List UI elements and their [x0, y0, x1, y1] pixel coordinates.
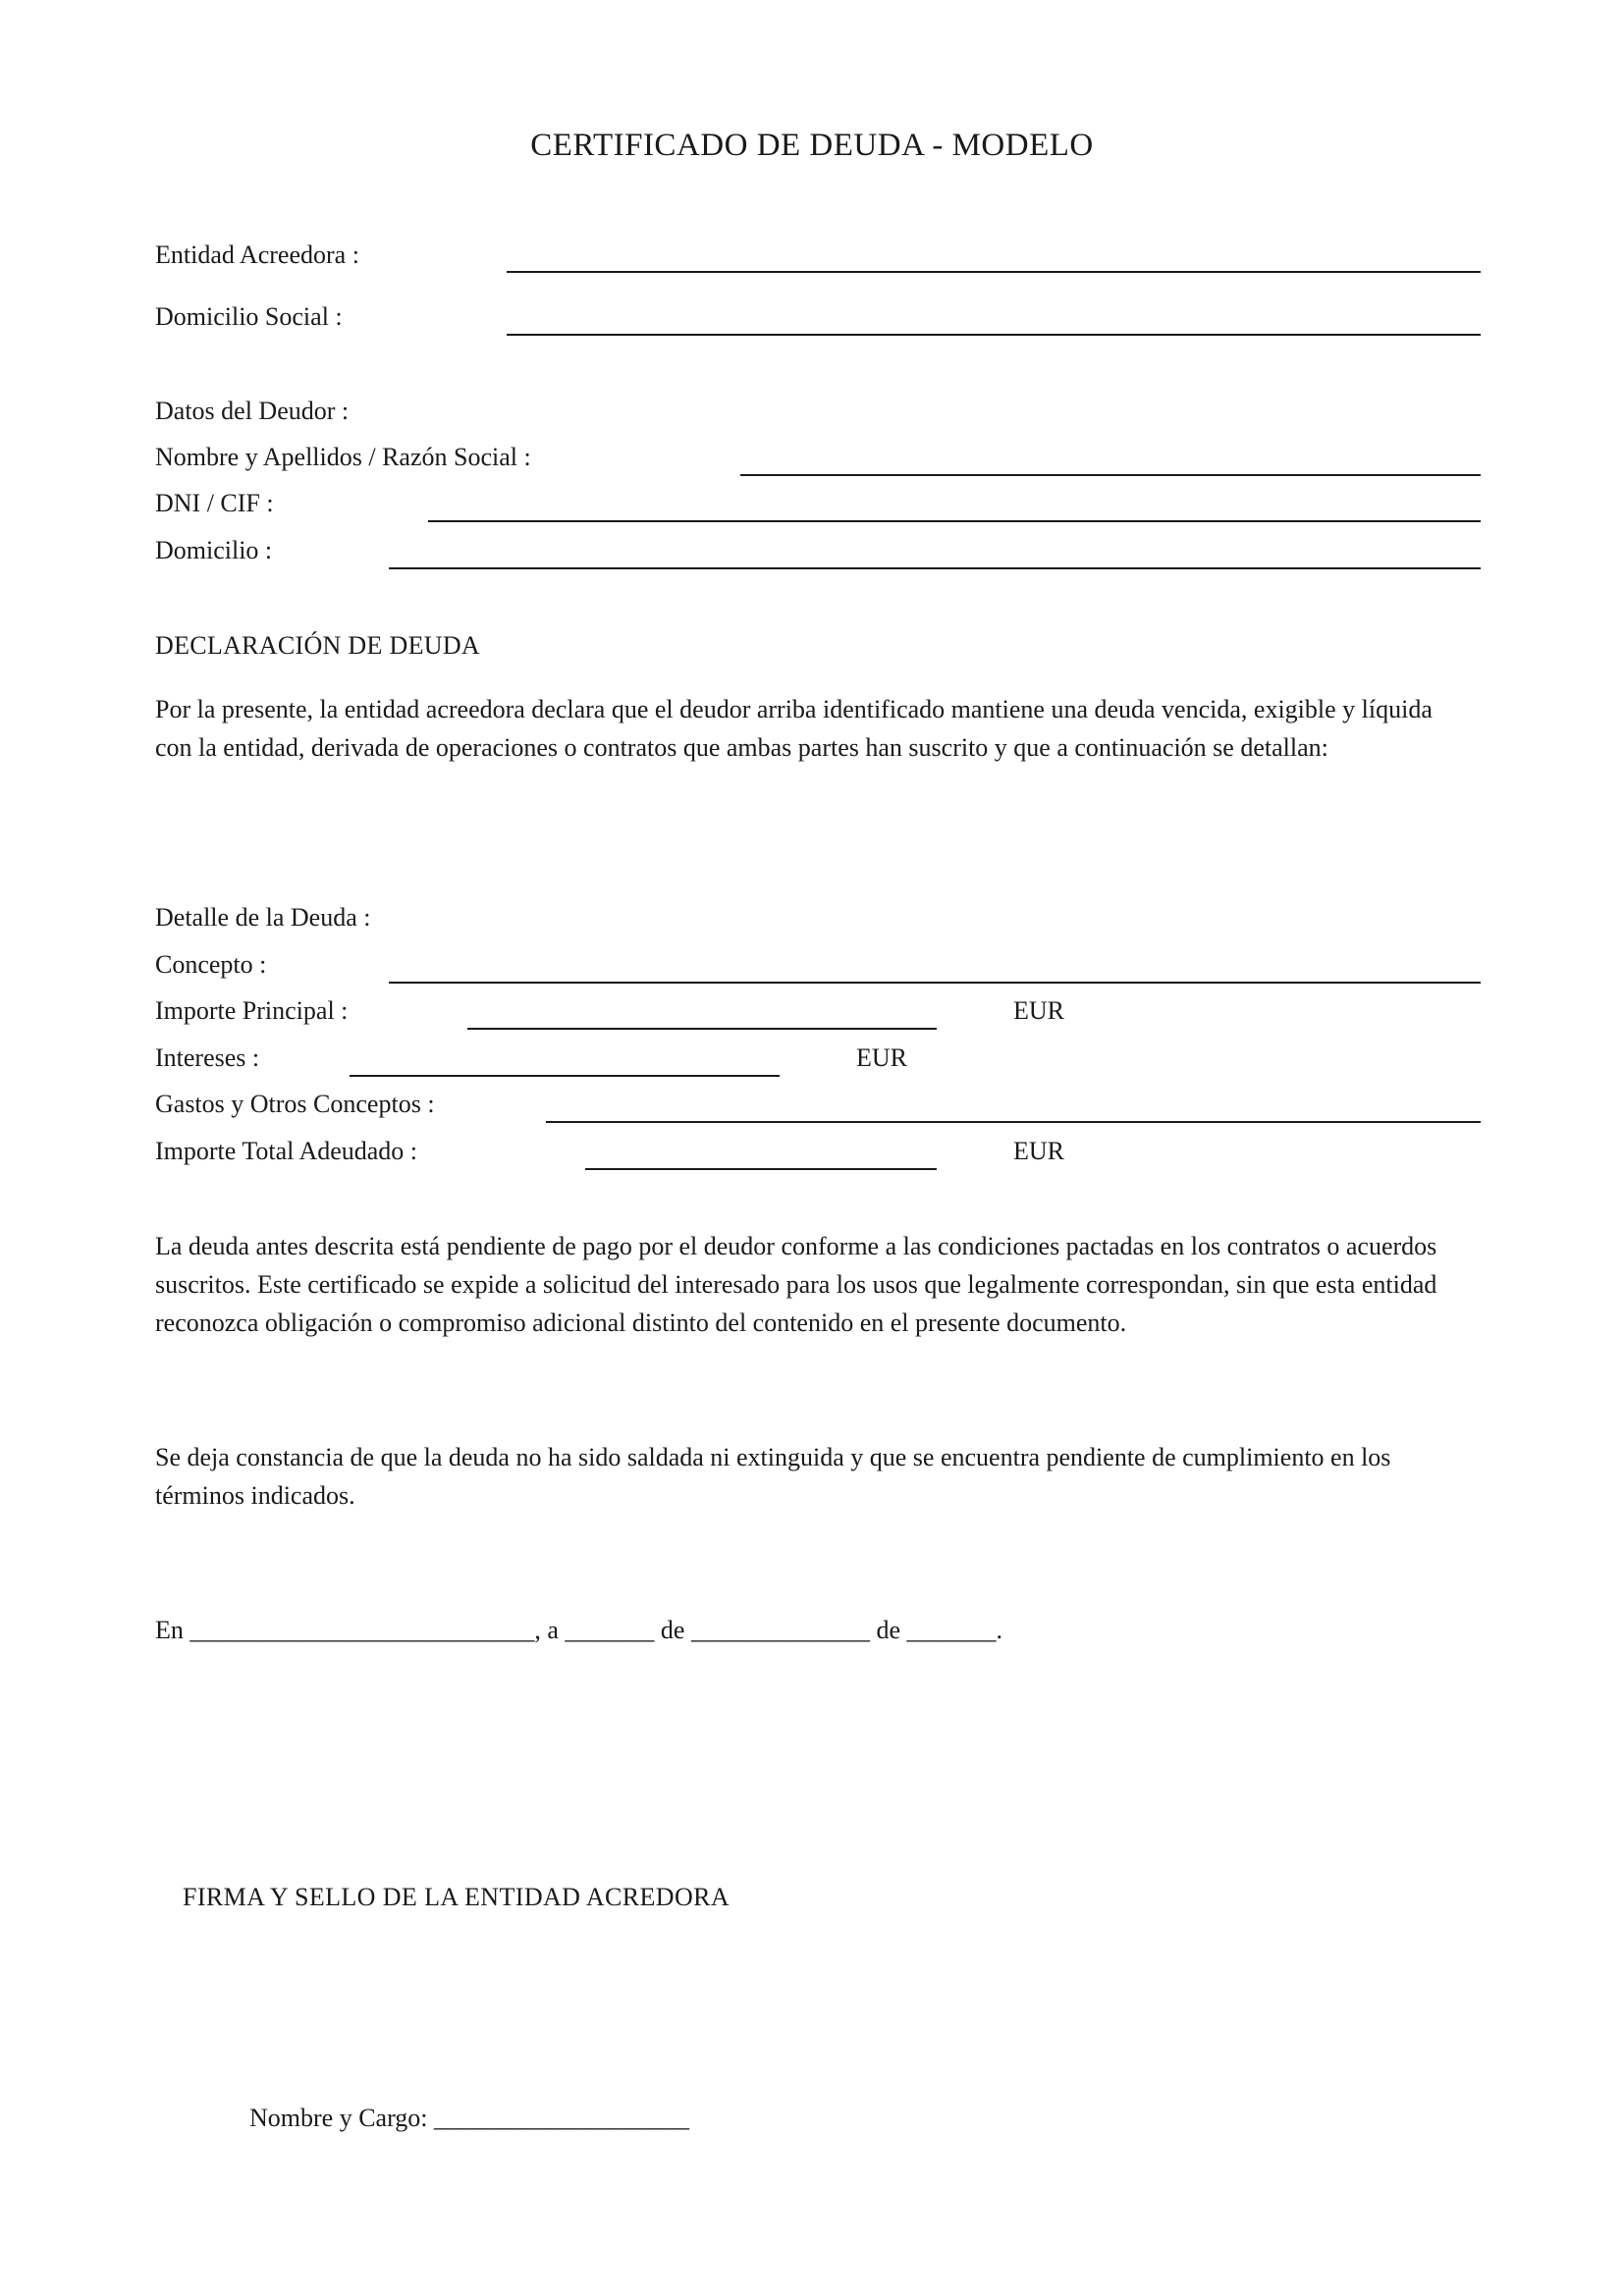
- expenses-field[interactable]: [546, 1121, 1481, 1123]
- debtor-id-label: DNI / CIF :: [155, 489, 274, 517]
- detail-heading: Detalle de la Deuda :: [155, 903, 371, 932]
- principal-label: Importe Principal :: [155, 996, 349, 1025]
- creditor-address-field[interactable]: [507, 334, 1481, 336]
- interest-currency: EUR: [856, 1043, 907, 1072]
- principal-currency: EUR: [1013, 996, 1064, 1025]
- interest-field[interactable]: [350, 1075, 780, 1077]
- pending-paragraph: La deuda antes descrita está pendiente de pago por el deudor conforme a las condiciones pactadas en los contratos o acuerdos suscritos. Este certificado se expide a solicitud del interesado para los usos que legalmente correspondan, sin que esta entidad reconozca obligación o compromiso adicional distinto del contenido en el presente documento.: [155, 1232, 1437, 1337]
- total-label: Importe Total Adeudado :: [155, 1137, 418, 1165]
- expenses-label: Gastos y Otros Conceptos :: [155, 1090, 435, 1118]
- creditor-address-label: Domicilio Social :: [155, 302, 343, 331]
- debtor-name-field[interactable]: [740, 474, 1481, 476]
- interest-label: Intereses :: [155, 1043, 260, 1072]
- name-position-line[interactable]: Nombre y Cargo: ____________________: [249, 2104, 689, 2132]
- concept-field[interactable]: [389, 982, 1481, 984]
- total-field[interactable]: [585, 1168, 937, 1170]
- debtor-address-label: Domicilio :: [155, 536, 273, 564]
- principal-field[interactable]: [467, 1028, 937, 1030]
- place-date-line[interactable]: En ___________________________, a _______ de ______________ de _______.: [155, 1616, 1003, 1644]
- creditor-entity-field[interactable]: [507, 271, 1481, 273]
- document-title: CERTIFICADO DE DEUDA - MODELO: [530, 128, 1094, 163]
- debtor-heading: Datos del Deudor :: [155, 397, 350, 425]
- declaration-text: Por la presente, la entidad acreedora declara que el deudor arriba identificado mantiene una deuda vencida, exigible y líquida con la entidad, derivada de operaciones o contratos que ambas partes han suscrito y que a continuación se detallan:: [155, 695, 1433, 762]
- record-paragraph: Se deja constancia de que la deuda no ha sido saldada ni extinguida y que se encuentra pendiente de cumplimiento en los términos indicados.: [155, 1443, 1391, 1510]
- debtor-id-field[interactable]: [428, 520, 1481, 522]
- debtor-address-field[interactable]: [389, 567, 1481, 569]
- concept-label: Concepto :: [155, 950, 267, 979]
- creditor-entity-label: Entidad Acreedora :: [155, 240, 359, 269]
- signature-heading: FIRMA Y SELLO DE LA ENTIDAD ACREDORA: [183, 1883, 731, 1911]
- debtor-name-label: Nombre y Apellidos / Razón Social :: [155, 443, 531, 471]
- declaration-heading: DECLARACIÓN DE DEUDA: [155, 631, 480, 660]
- total-currency: EUR: [1013, 1137, 1064, 1165]
